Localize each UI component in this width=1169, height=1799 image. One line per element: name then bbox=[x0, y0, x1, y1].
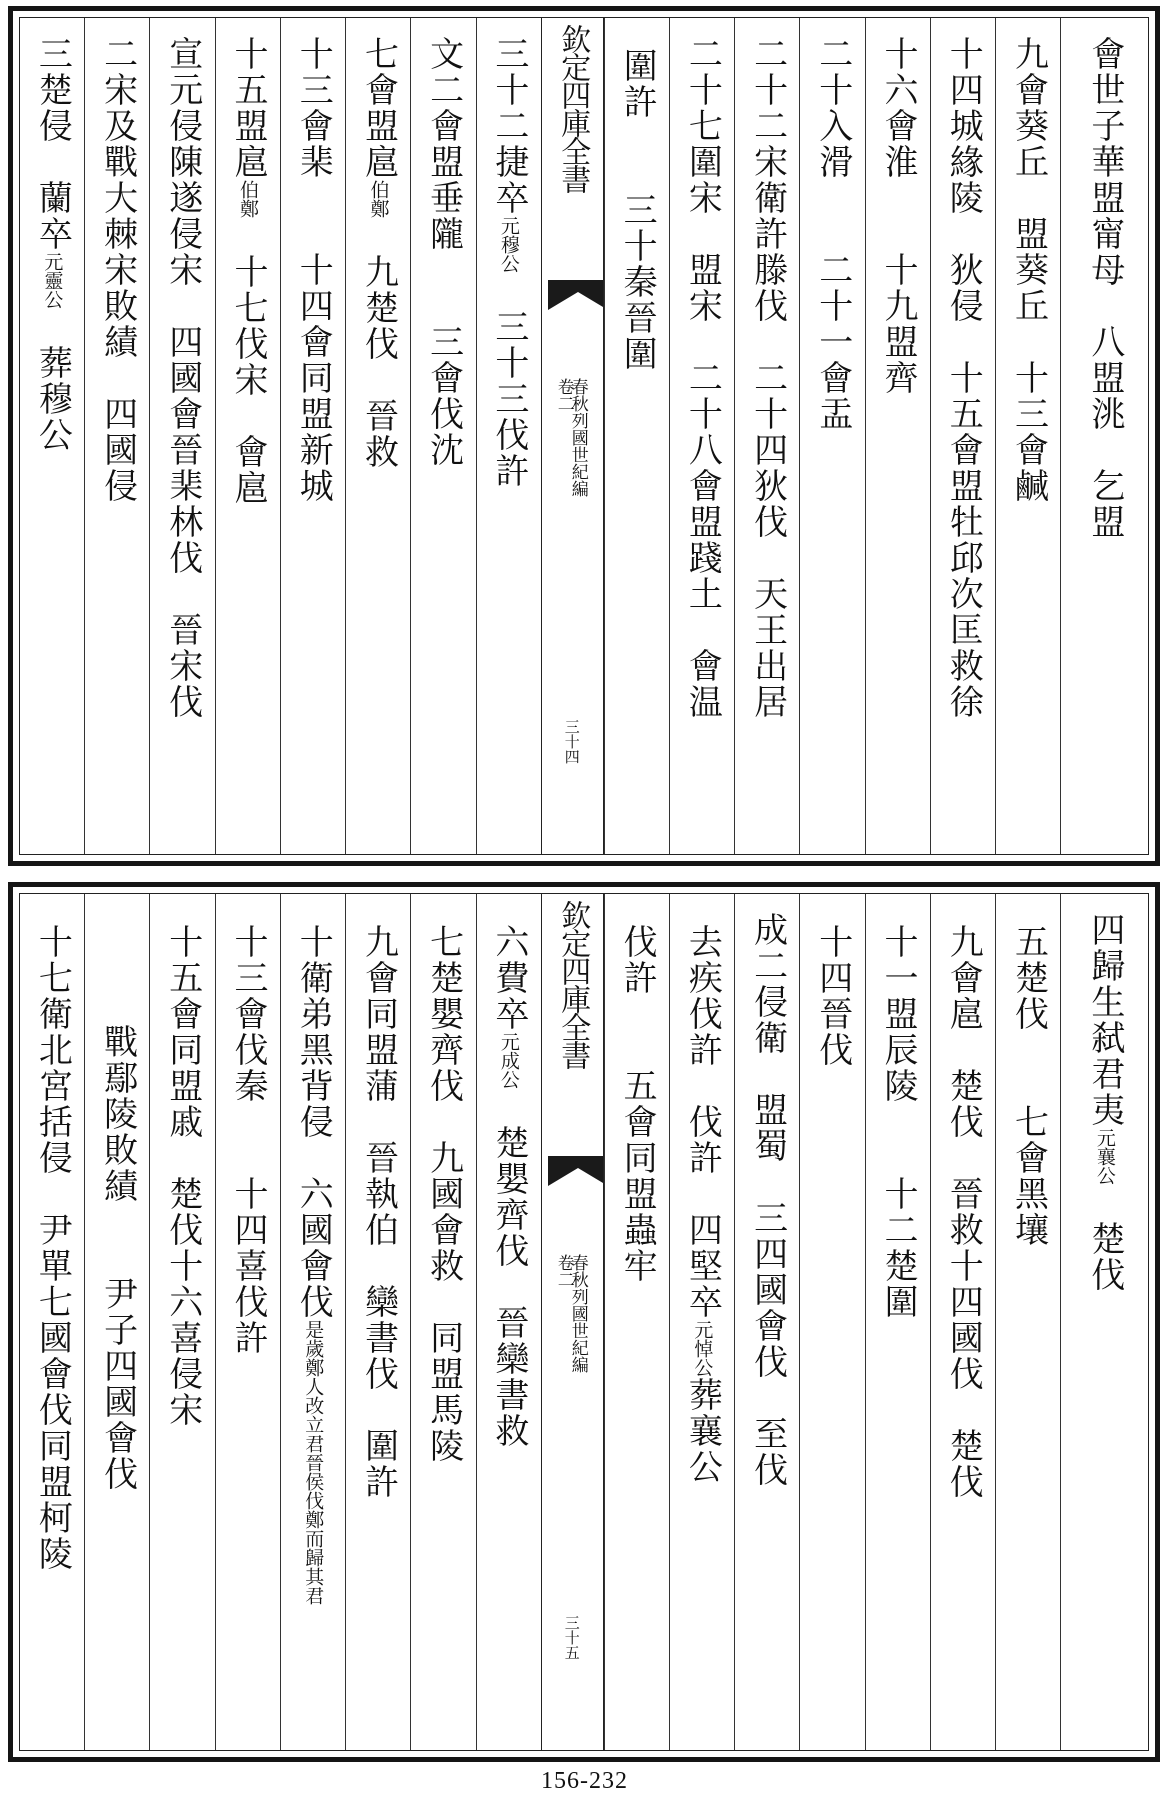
text-column bbox=[20, 18, 84, 854]
folio-number: 三十四 bbox=[562, 719, 581, 764]
main-text: 十五盟扈 bbox=[228, 36, 269, 180]
column-text bbox=[96, 36, 139, 504]
text-column bbox=[280, 894, 345, 1750]
annotation: 伯鄭 bbox=[237, 180, 260, 218]
column-text bbox=[1083, 912, 1126, 1293]
main-text: 十三會伐秦 十四喜伐許 bbox=[228, 924, 269, 1356]
book-title: 欽定四庫全書 bbox=[555, 900, 591, 1068]
center-fold-column bbox=[541, 18, 604, 854]
text-column bbox=[734, 894, 799, 1750]
main-text: 十七伐宋 會扈 bbox=[228, 218, 269, 506]
column-text bbox=[681, 924, 724, 1485]
text-column bbox=[1060, 894, 1148, 1750]
column-text bbox=[357, 36, 400, 470]
main-text: 十衛弟黑背侵 六國會伐 bbox=[293, 924, 334, 1320]
column-text bbox=[487, 36, 530, 489]
column-text bbox=[422, 924, 465, 1464]
text-column bbox=[734, 18, 799, 854]
text-column bbox=[799, 18, 864, 854]
text-column bbox=[345, 894, 410, 1750]
text-column bbox=[149, 894, 214, 1750]
column-text bbox=[746, 912, 789, 1488]
column-text bbox=[1007, 924, 1050, 1248]
annotation: 元靈公 bbox=[41, 252, 64, 309]
main-text: 二宋及戰大棘宋敗績 四國侵 bbox=[97, 36, 138, 504]
column-text: 十四城緣陵 狄侵 十五會盟牡邱次匡救徐 bbox=[943, 36, 984, 720]
main-text: 去疾伐許 伐許 四堅卒 bbox=[682, 924, 723, 1320]
annotation: 元襄公 bbox=[1093, 1128, 1116, 1185]
upper-page-frame bbox=[8, 6, 1160, 866]
column-text bbox=[227, 36, 270, 506]
fish-tail-mark-icon bbox=[548, 280, 604, 310]
upper-page-columns bbox=[19, 17, 1149, 855]
main-text: 十四晉伐 bbox=[812, 924, 853, 1068]
volume-label: 卷二 bbox=[553, 378, 574, 412]
text-column bbox=[215, 18, 280, 854]
text-column bbox=[865, 18, 930, 854]
folio-number: 三十五 bbox=[562, 1615, 581, 1660]
text-column bbox=[995, 18, 1060, 854]
text-column bbox=[1060, 18, 1148, 854]
column-text bbox=[31, 924, 74, 1572]
annotation: 元穆公 bbox=[497, 216, 520, 273]
lower-page-frame bbox=[8, 882, 1160, 1762]
main-text: 成二侵衛 盟蜀 三四國會伐 至伐 bbox=[747, 912, 788, 1488]
main-text: 十一盟辰陵 十二楚圍 bbox=[878, 924, 918, 1320]
main-text: 四歸生弑君夷 bbox=[1084, 912, 1125, 1128]
text-column bbox=[149, 18, 214, 854]
main-text: 葬襄公 bbox=[682, 1377, 723, 1485]
main-text: 楚嬰齊伐 晉欒書救 bbox=[488, 1089, 529, 1449]
annotation: 伯鄭 bbox=[367, 180, 390, 218]
text-column bbox=[604, 18, 669, 854]
main-text: 楚伐 bbox=[1084, 1185, 1125, 1293]
book-title: 欽定四庫全書 bbox=[555, 24, 591, 192]
main-text: 戰鄢陵敗績 尹子四國會伐 bbox=[97, 1024, 138, 1492]
column-text bbox=[161, 924, 204, 1428]
column-text: 二十二宋衛許滕伐 二十四狄伐 天王出居 bbox=[747, 36, 788, 720]
annotation: 是歲鄭人改立君晉侯伐鄭而歸其君 bbox=[302, 1320, 325, 1605]
column-text: 圍許 三十秦晉圍 bbox=[617, 48, 658, 372]
text-column bbox=[799, 894, 864, 1750]
fish-tail-mark-icon bbox=[548, 1156, 604, 1186]
column-text bbox=[31, 36, 74, 453]
text-column bbox=[669, 18, 734, 854]
column-text bbox=[161, 36, 204, 720]
main-text: 十三會棐 十四會同盟新城 bbox=[293, 36, 334, 504]
column-text bbox=[487, 924, 530, 1449]
column-text bbox=[292, 924, 335, 1605]
column-text bbox=[96, 1024, 139, 1492]
column-text bbox=[227, 924, 270, 1356]
book-subtitle: 春秋列國世紀編 bbox=[567, 1254, 588, 1373]
column-text bbox=[616, 924, 659, 1284]
column-text: 二十七圍宋 盟宋 二十八會盟踐土 會温 bbox=[682, 36, 723, 720]
text-column bbox=[476, 894, 541, 1750]
column-text bbox=[811, 924, 854, 1068]
book-subtitle: 春秋列國世紀編 bbox=[567, 378, 588, 497]
main-text: 七楚嬰齊伐 九國會救 同盟馬陵 bbox=[423, 924, 464, 1464]
lower-page-columns bbox=[19, 893, 1149, 1751]
text-column bbox=[930, 894, 995, 1750]
main-text: 伐許 五會同盟蟲牢 bbox=[617, 924, 658, 1284]
main-text: 七會盟扈 bbox=[358, 36, 399, 180]
main-text: 三十二捷卒 bbox=[488, 36, 529, 216]
column-text: 二十入滑 二十一會盂 bbox=[812, 36, 853, 432]
text-column bbox=[669, 894, 734, 1750]
column-text: 九會葵丘 盟葵丘 十三會鹹 bbox=[1008, 36, 1049, 504]
main-text: 五楚伐 七會黑壤 bbox=[1008, 924, 1049, 1248]
text-column bbox=[84, 18, 149, 854]
main-text: 十七衛北宮括侵 尹單七國會伐同盟柯陵 bbox=[32, 924, 73, 1572]
main-text: 十五會同盟戚 楚伐十六喜侵宋 bbox=[162, 924, 203, 1428]
column-text bbox=[292, 36, 335, 504]
main-text: 九楚伐 晉救 bbox=[358, 218, 399, 470]
text-column bbox=[995, 894, 1060, 1750]
text-column bbox=[215, 894, 280, 1750]
text-column bbox=[476, 18, 541, 854]
text-column bbox=[865, 894, 930, 1750]
main-text: 九會同盟蒲 晉執伯 欒書伐 圍許 bbox=[358, 924, 399, 1500]
main-text: 宣元侵陳遂侵宋 四國會晉棐林伐 晉宋伐 bbox=[162, 36, 203, 720]
page-footer-number: 156-232 bbox=[541, 1768, 628, 1794]
text-column bbox=[84, 894, 149, 1750]
text-column bbox=[345, 18, 410, 854]
main-text: 文二會盟垂隴 三會伐沈 bbox=[423, 36, 464, 468]
column-text bbox=[877, 924, 920, 1320]
text-column bbox=[930, 18, 995, 854]
text-column bbox=[280, 18, 345, 854]
column-text bbox=[422, 36, 465, 468]
annotation: 元悼公 bbox=[691, 1320, 714, 1377]
main-text: 葬穆公 bbox=[32, 309, 73, 453]
annotation: 元成公 bbox=[497, 1032, 520, 1089]
column-text: 十六會淮 十九盟齊 bbox=[878, 36, 918, 396]
volume-label: 卷二 bbox=[553, 1254, 574, 1288]
column-text bbox=[357, 924, 400, 1500]
text-column bbox=[20, 894, 84, 1750]
text-column bbox=[410, 894, 475, 1750]
column-text: 會世子華盟甯母 八盟洮 乞盟 bbox=[1084, 36, 1125, 540]
text-column bbox=[410, 18, 475, 854]
center-fold-column bbox=[541, 894, 604, 1750]
main-text: 三十三伐許 bbox=[488, 273, 529, 489]
main-text: 三楚侵 蘭卒 bbox=[32, 36, 73, 252]
text-column bbox=[604, 894, 669, 1750]
main-text: 九會扈 楚伐 晉救十四國伐 楚伐 bbox=[943, 924, 984, 1500]
column-text bbox=[942, 924, 985, 1500]
main-text: 六費卒 bbox=[488, 924, 529, 1032]
